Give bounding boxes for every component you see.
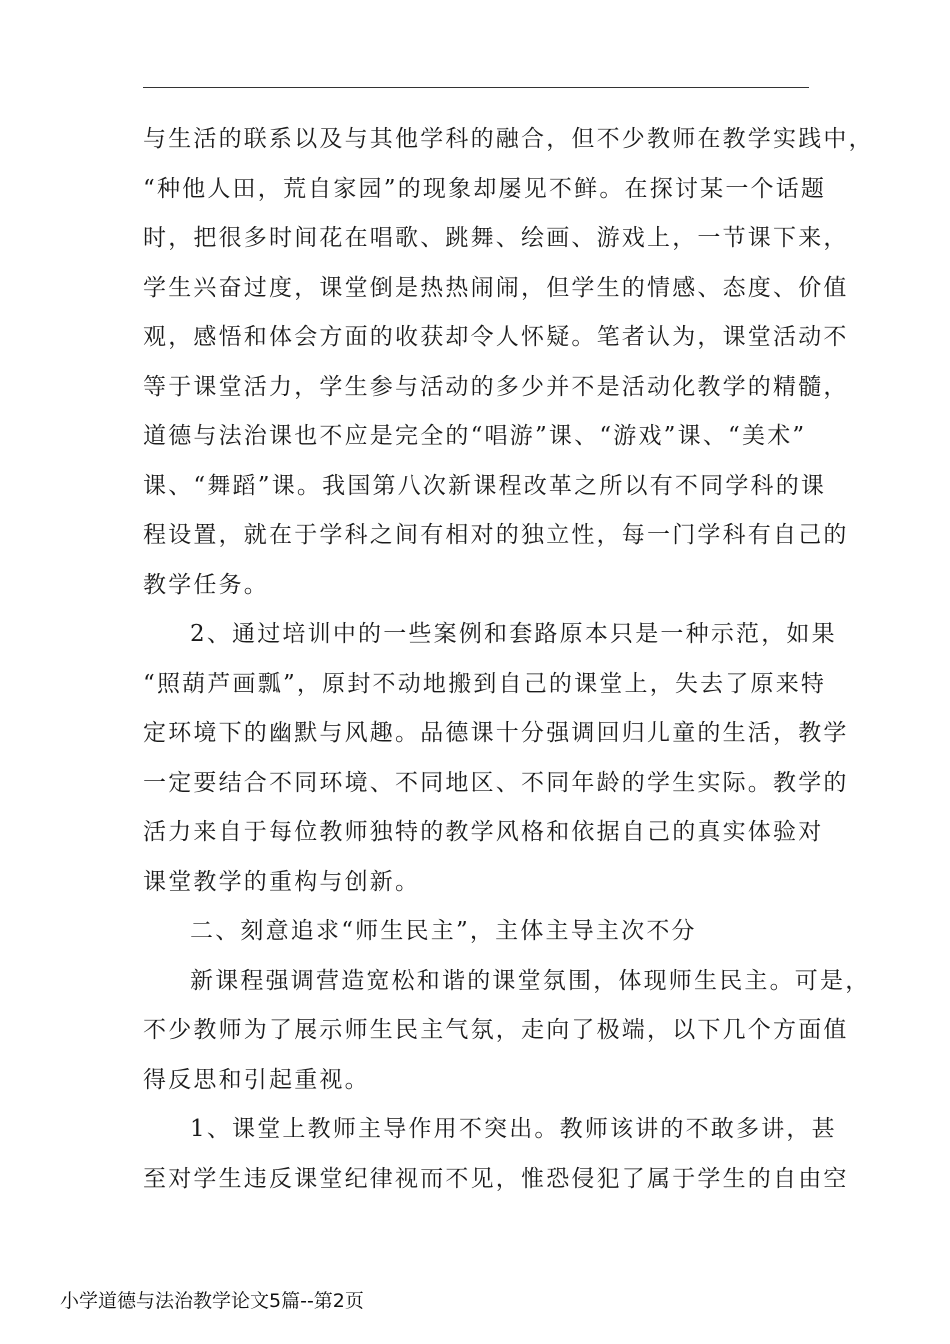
text-line: “种他人田，荒自家园”的现象却屡见不鲜。在探讨某一个话题 xyxy=(143,175,827,202)
page-footer: 小学道德与法治教学论文5篇--第2页 xyxy=(60,1290,364,1312)
text-line: 程设置，就在于学科之间有相对的独立性，每一门学科有自己的 xyxy=(143,522,849,548)
paragraph-start-line: 1、课堂上教师主导作用不突出。教师该讲的不敢多讲，甚 xyxy=(190,1116,837,1142)
paragraph-start-line: 新课程强调营造宽松和谐的课堂氛围，体现师生民主。可是， xyxy=(190,967,871,994)
text-line: 与生活的联系以及与其他学科的融合，但不少教师在教学实践中， xyxy=(143,126,874,152)
paragraph-start-line: 2、通过培训中的一些案例和套路原本只是一种示范，如果 xyxy=(190,621,837,647)
text-line: 道德与法治课也不应是完全的“唱游”课、“游戏”课、“美术” xyxy=(143,423,807,449)
text-line: 学生兴奋过度，课堂倒是热热闹闹，但学生的情感、态度、价值 xyxy=(143,274,849,301)
text-line: 不少教师为了展示师生民主气氛，走向了极端，以下几个方面值 xyxy=(143,1017,849,1043)
header-rule xyxy=(143,87,809,88)
document-body xyxy=(143,115,874,1204)
text-line: 至对学生违反课堂纪律视而不见，惟恐侵犯了属于学生的自由空 xyxy=(143,1165,849,1192)
text-line: 课、“舞蹈”课。我国第八次新课程改革之所以有不同学科的课 xyxy=(143,472,827,499)
text-line: 一定要结合不同环境、不同地区、不同年龄的学生实际。教学的 xyxy=(143,769,849,796)
text-line: 等于课堂活力，学生参与活动的多少并不是活动化教学的精髓， xyxy=(143,373,849,400)
text-line: 定环境下的幽默与风趣。品德课十分强调回归儿童的生活，教学 xyxy=(143,720,849,746)
text-line: 得反思和引起重视。 xyxy=(143,1066,370,1093)
text-line: 活力来自于每位教师独特的教学风格和依据自己的真实体验对 xyxy=(143,819,824,845)
text-line: 观，感悟和体会方面的收获却令人怀疑。笔者认为，课堂活动不 xyxy=(143,324,849,350)
text-line: 时，把很多时间花在唱歌、跳舞、绘画、游戏上，一节课下来， xyxy=(143,225,849,251)
section-heading: 二、刻意追求“师生民主”，主体主导主次不分 xyxy=(190,918,697,944)
text-line: 教学任务。 xyxy=(143,571,269,598)
text-line: 课堂教学的重构与创新。 xyxy=(143,868,421,895)
text-line: “照葫芦画瓢”，原封不动地搬到自己的课堂上，失去了原来特 xyxy=(143,670,827,697)
